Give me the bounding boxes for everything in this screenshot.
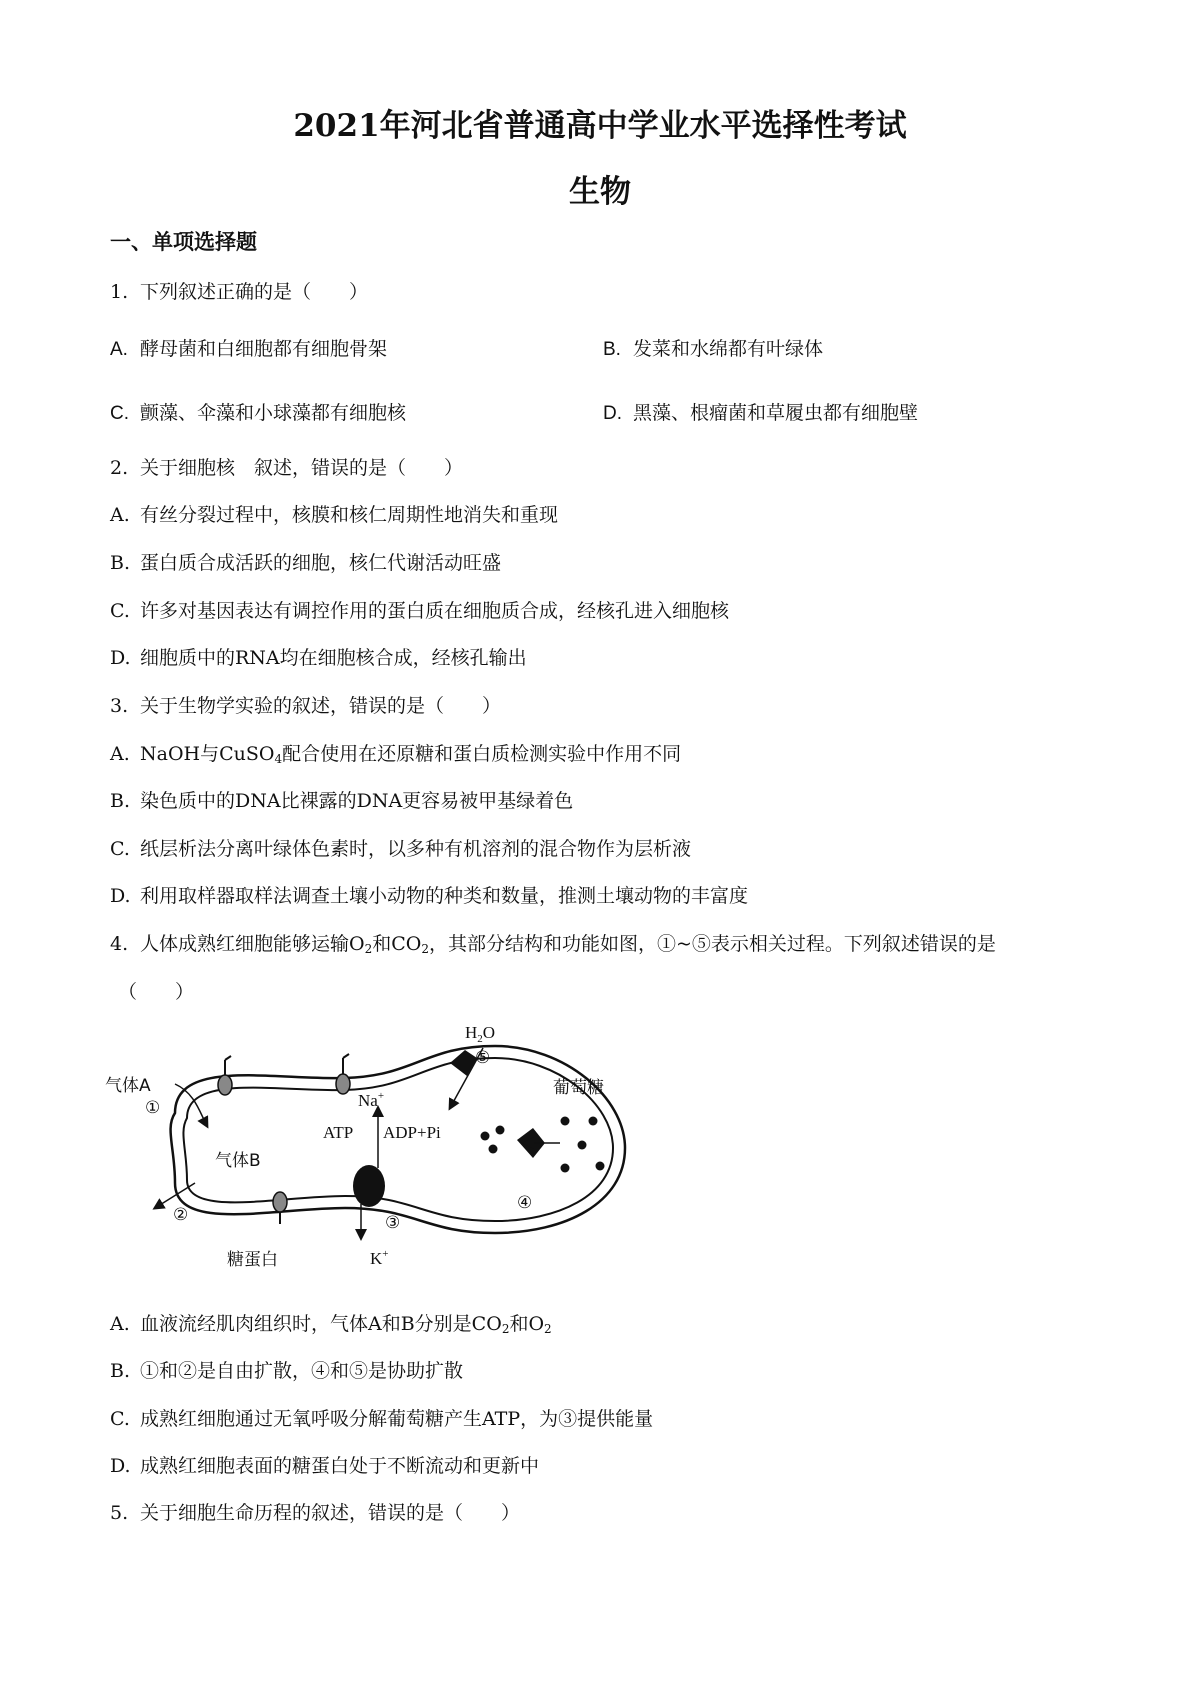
subject-title: 生物 <box>569 174 631 210</box>
question-4-stem: 4. 人体成熟红细胞能够运输$O_2$和$CO_2$，其部分结构和功能如图，①~⑤表示相关过程。下列叙述错误的是 <box>110 933 996 956</box>
adp-label: ADP+Pi <box>383 1123 441 1142</box>
glycoprotein-icon <box>336 1054 350 1094</box>
question-4-option-a: A. 血液流经肌肉组织时，气体A和B分别是$CO_2$和$O_2$ <box>110 1313 552 1336</box>
question-1-stem: 1. 下列叙述正确的是（ ） <box>110 281 369 303</box>
question-2-option-b: B. 蛋白质合成活跃的细胞，核仁代谢活动旺盛 <box>110 552 502 574</box>
process-5-label: ⑤ <box>475 1048 491 1068</box>
sodium-label: Na+ <box>358 1090 385 1110</box>
sodium-potassium-pump-icon <box>353 1165 385 1207</box>
question-1-option-d: D. 黑藻、根瘤菌和草履虫都有细胞壁 <box>603 402 919 424</box>
question-3-option-a: A. NaOH与CuSO$_4$配合使用在还原糖和蛋白质检测实验中作用不同 <box>110 743 682 766</box>
question-1-option-b: B. 发菜和水绵都有叶绿体 <box>603 338 824 360</box>
water-label: $H_2O$ <box>465 1023 496 1045</box>
question-2-option-c: C. 许多对基因表达有调控作用的蛋白质在细胞质合成，经核孔进入细胞核 <box>110 600 730 622</box>
question-2-option-d: D. 细胞质中的RNA均在细胞核合成，经核孔输出 <box>110 647 527 669</box>
gas-a-label: 气体A <box>105 1076 151 1096</box>
question-3-stem: 3. 关于生物学实验的叙述，错误的是（ ） <box>110 695 502 717</box>
glycoprotein-icon <box>273 1192 287 1224</box>
potassium-label: K+ <box>370 1248 389 1268</box>
question-5-stem: 5. 关于细胞生命历程的叙述，错误的是（ ） <box>110 1502 521 1524</box>
section-heading: 一、单项选择题 <box>110 230 257 254</box>
question-2-option-a: A. 有丝分裂过程中，核膜和核仁周期性地消失和重现 <box>110 504 559 526</box>
question-4-stem-continuation: （ ） <box>118 981 195 1003</box>
gas-b-label: 气体B <box>215 1151 261 1171</box>
atp-label: ATP <box>323 1123 354 1142</box>
question-4-option-c: C. 成熟红细胞通过无氧呼吸分解葡萄糖产生ATP，为③提供能量 <box>110 1408 654 1430</box>
question-4-option-d: D. 成熟红细胞表面的糖蛋白处于不断流动和更新中 <box>110 1455 540 1477</box>
question-3-option-d: D. 利用取样器取样法调查土壤小动物的种类和数量，推测土壤动物的丰富度 <box>110 885 749 907</box>
process-3-label: ③ <box>385 1213 401 1233</box>
glucose-label: 葡萄糖 <box>553 1078 604 1098</box>
glycoprotein-label: 糖蛋白 <box>227 1250 278 1270</box>
question-4-option-b: B. ①和②是自由扩散，④和⑤是协助扩散 <box>110 1360 464 1382</box>
process-1-label: ① <box>145 1098 161 1118</box>
exam-title: 2021年河北省普通高中学业水平选择性考试 <box>293 108 907 144</box>
question-1-option-c: C. 颤藻、伞藻和小球藻都有细胞核 <box>110 402 407 424</box>
question-1-option-a: A. 酵母菌和白细胞都有细胞骨架 <box>110 338 388 360</box>
water-channel-icon <box>450 1050 477 1076</box>
question-3-option-c: C. 纸层析法分离叶绿体色素时，以多种有机溶剂的混合物作为层析液 <box>110 838 692 860</box>
process-4-label: ④ <box>517 1193 533 1213</box>
question-2-stem: 2. 关于细胞核 叙述，错误的是（ ） <box>110 457 464 479</box>
question-3-option-b: B. 染色质中的DNA比裸露的DNA更容易被甲基绿着色 <box>110 790 574 812</box>
red-blood-cell-diagram <box>105 1018 675 1283</box>
process-2-label: ② <box>173 1205 189 1225</box>
